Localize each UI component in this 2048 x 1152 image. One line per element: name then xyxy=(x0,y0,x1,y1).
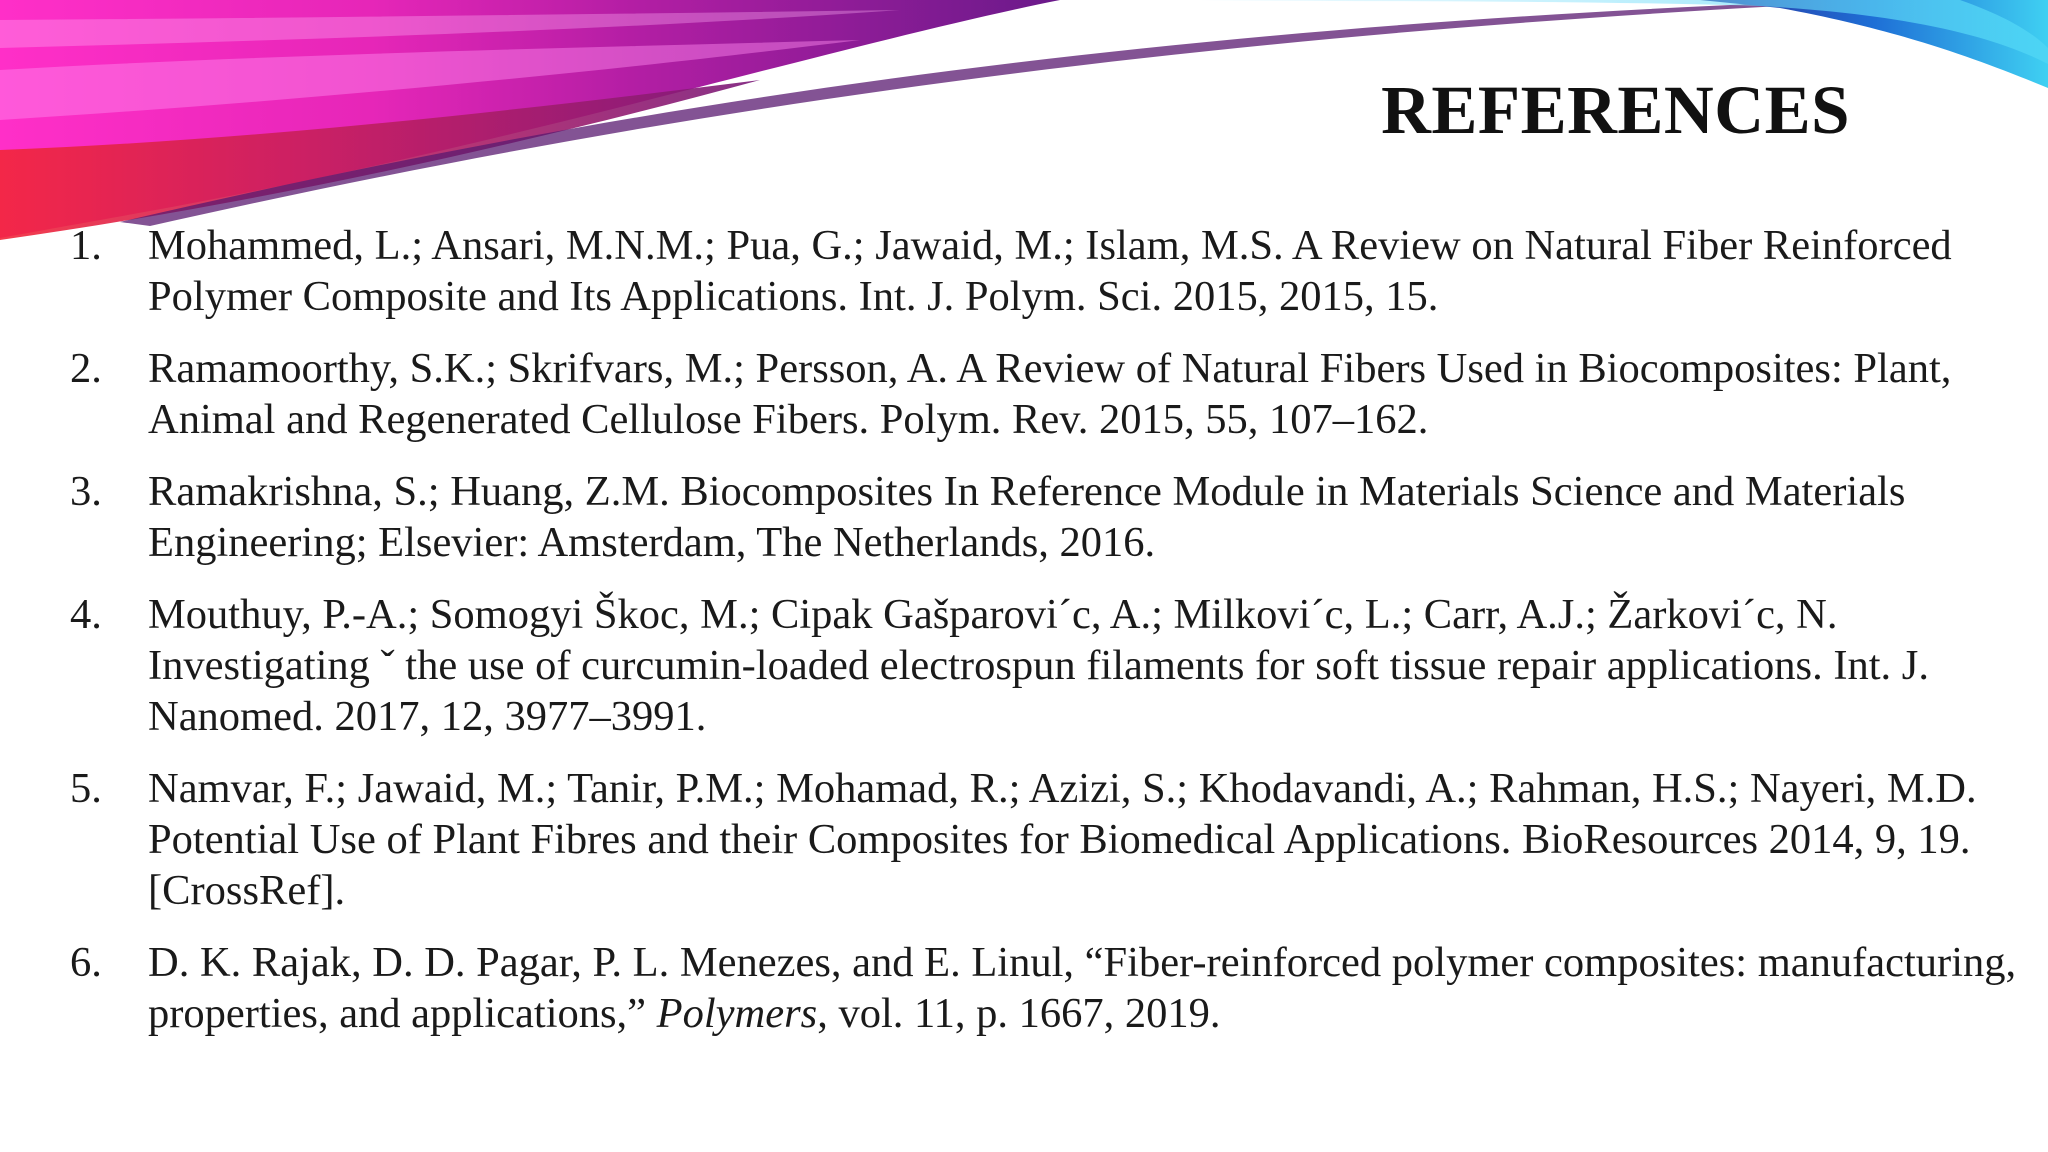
reference-number: 6. xyxy=(70,939,102,986)
reference-text-after: , vol. 11, p. 1667, 2019. xyxy=(817,990,1221,1037)
reference-text: Namvar, F.; Jawaid, M.; Tanir, P.M.; Mohamad, R.; Azizi, S.; Khodavandi, A.; Rahman, H.S.; Nayeri, M.D. Potential Use of Plant Fibres and their Composites for Biomedical Applications. BioResources 2014, 9, 19. [CrossRef]. xyxy=(148,765,1977,914)
reference-text: Ramakrishna, S.; Huang, Z.M. Biocomposites In Reference Module in Materials Science and Materials Engineering; Elsevier: Amsterdam, The Netherlands, 2016. xyxy=(148,468,1906,566)
reference-item xyxy=(70,466,2030,568)
reference-item xyxy=(70,343,2030,445)
reference-item xyxy=(70,220,2030,322)
reference-number: 1. xyxy=(70,222,102,269)
reference-item xyxy=(70,937,2030,1039)
reference-number: 2. xyxy=(70,345,102,392)
reference-number: 5. xyxy=(70,765,102,812)
reference-text: Ramamoorthy, S.K.; Skrifvars, M.; Persson, A. A Review of Natural Fibers Used in Biocomposites: Plant, Animal and Regenerated Cellulose Fibers. Polym. Rev. 2015, 55, 107–162. xyxy=(148,345,1952,443)
reference-text: Mohammed, L.; Ansari, M.N.M.; Pua, G.; Jawaid, M.; Islam, M.S. A Review on Natural Fiber Reinforced Polymer Composite and Its Applications. Int. J. Polym. Sci. 2015, 2015, 15. xyxy=(148,222,1952,320)
reference-text xyxy=(148,937,2030,1039)
reference-text: Mouthuy, P.-A.; Somogyi Škoc, M.; Cipak Gašparovi´c, A.; Milkovi´c, L.; Carr, A.J.; Žarkovi´c, N. Investigating ˇ the use of curcumin-loaded electrospun filaments for soft tissue repair applications. Int. J. Nanomed. 2017, 12, 3977–3991. xyxy=(148,591,1929,740)
reference-list xyxy=(70,220,2030,1060)
reference-text-before: D. K. Rajak, D. D. Pagar, P. L. Menezes, and E. Linul, “Fiber-reinforced polymer composites: manufacturing, properties, and applications,” xyxy=(148,939,2017,1037)
reference-number: 3. xyxy=(70,468,102,515)
journal-name: Polymers xyxy=(656,990,818,1037)
reference-item xyxy=(70,589,2030,742)
reference-number: 4. xyxy=(70,591,102,638)
slide-title: REFERENCES xyxy=(1381,72,1850,148)
reference-item xyxy=(70,763,2030,916)
